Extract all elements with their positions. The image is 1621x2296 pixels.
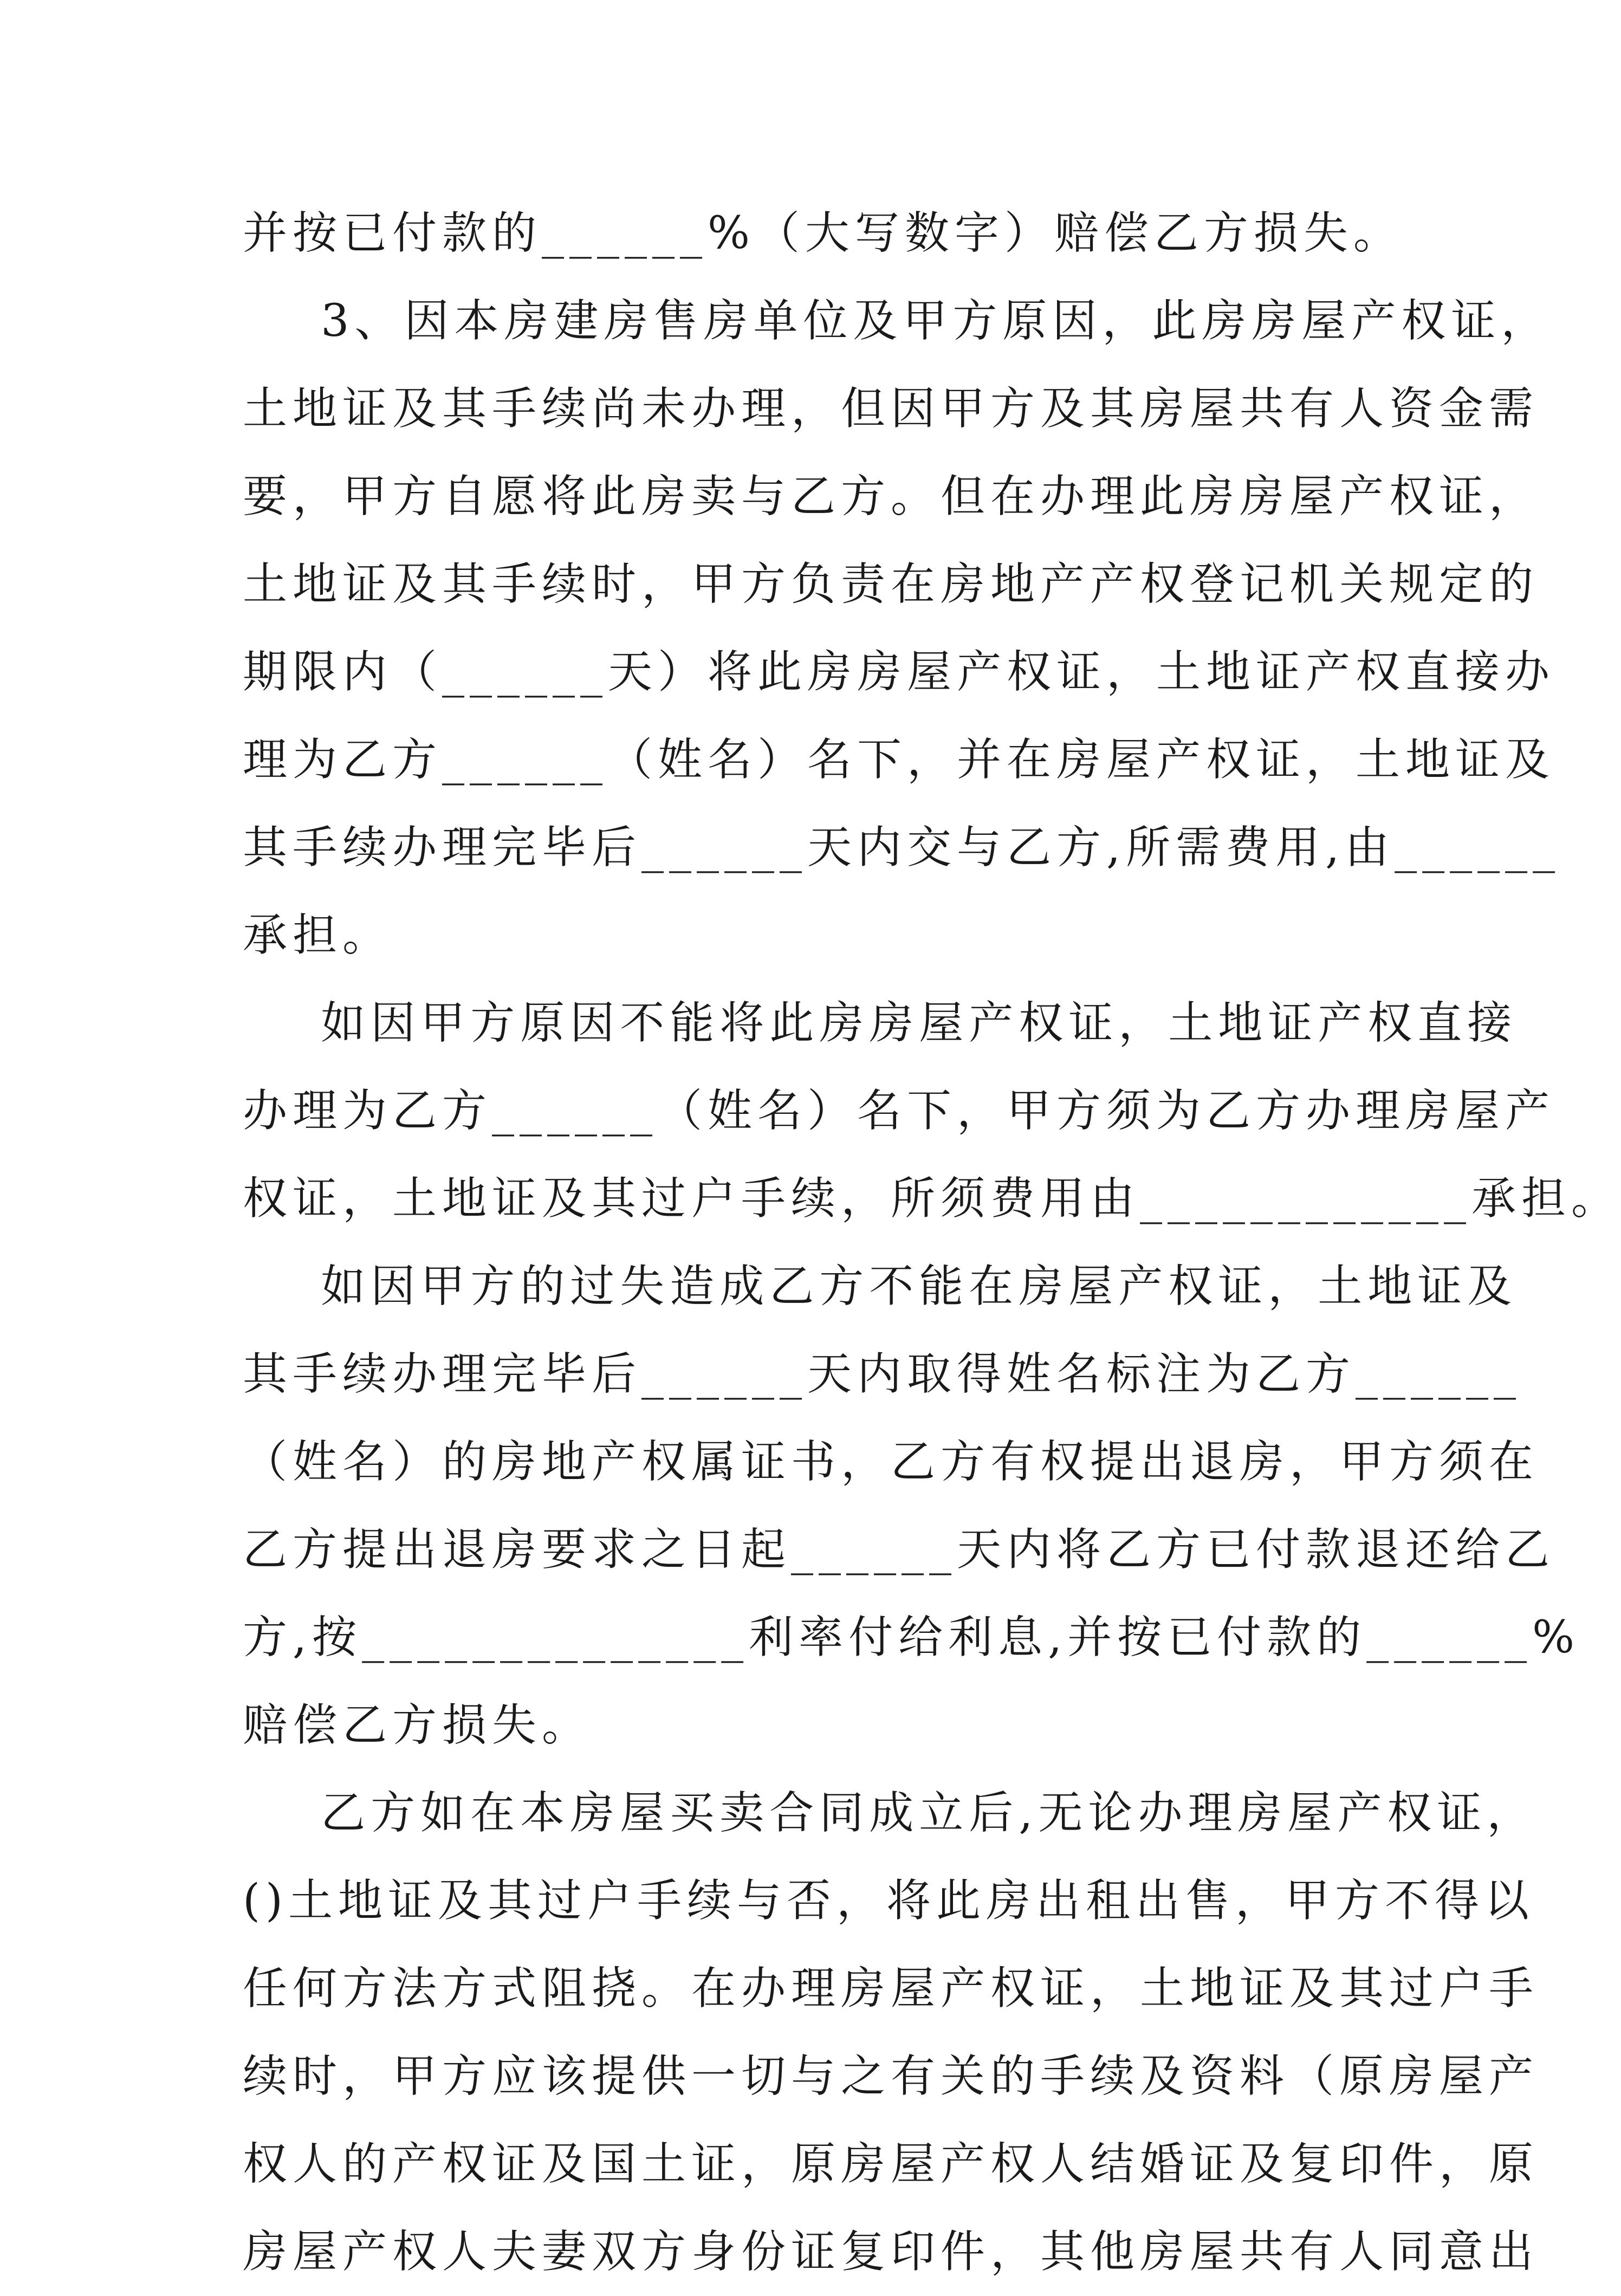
text-line: 如因甲方的过失造成乙方不能在房屋产权证，土地证及 [243, 1261, 1518, 1312]
text-line: 土地证及其手续尚未办理，但因甲方及其房屋共有人资金需 [243, 383, 1539, 434]
text-line: 承担。 [243, 910, 393, 961]
text-line: 任何方法方式阻挠。在办理房屋产权证，土地证及其过户手 [243, 1963, 1539, 2014]
text-line: 期限内（______天）将此房房屋产权证，土地证产权直接办 [243, 646, 1555, 698]
text-line: 办理为乙方______（姓名）名下，甲方须为乙方办理房屋产 [243, 1085, 1555, 1137]
text-line: 其手续办理完毕后______天内交与乙方,所需费用,由______ [243, 822, 1561, 873]
text-line: 赔偿乙方损失。 [243, 1700, 592, 1751]
text-line: 土地证及其手续时，甲方负责在房地产产权登记机关规定的 [243, 559, 1539, 610]
text-line: 理为乙方______（姓名）名下，并在房屋产权证，土地证及 [243, 734, 1555, 786]
text-line: 权证，土地证及其过户手续，所须费用由____________承担。 [243, 1173, 1621, 1224]
text-line: 续时，甲方应该提供一切与之有关的手续及资料（原房屋产 [243, 2051, 1539, 2102]
text-line: 乙方如在本房屋买卖合同成立后,无论办理房屋产权证， [243, 1787, 1537, 1839]
text-line: （姓名）的房地产权属证书，乙方有权提出退房，甲方须在 [243, 1436, 1539, 1488]
text-line: 房屋产权人夫妻双方身份证复印件，其他房屋共有人同意出 [243, 2226, 1539, 2278]
text-line: ()土地证及其过户手续与否，将此房出租出售，甲方不得以 [243, 1875, 1534, 1927]
text-line: 并按已付款的______%（大写数字）赔偿乙方损失。 [243, 207, 1403, 259]
text-line: 3、因本房建房售房单位及甲方原因，此房房屋产权证， [243, 295, 1551, 347]
text-line: 要，甲方自愿将此房卖与乙方。但在办理此房房屋产权证， [243, 471, 1539, 522]
text-line: 方,按______________利率付给利息,并按已付款的______% [243, 1612, 1580, 1663]
text-line: 乙方提出退房要求之日起______天内将乙方已付款退还给乙 [243, 1524, 1555, 1575]
text-line: 如因甲方原因不能将此房房屋产权证，土地证产权直接 [243, 997, 1518, 1049]
text-line: 其手续办理完毕后______天内取得姓名标注为乙方______ [243, 1348, 1522, 1400]
text-line: 权人的产权证及国土证，原房屋产权人结婚证及复印件，原 [243, 2138, 1539, 2190]
contract-text [243, 190, 1621, 2296]
